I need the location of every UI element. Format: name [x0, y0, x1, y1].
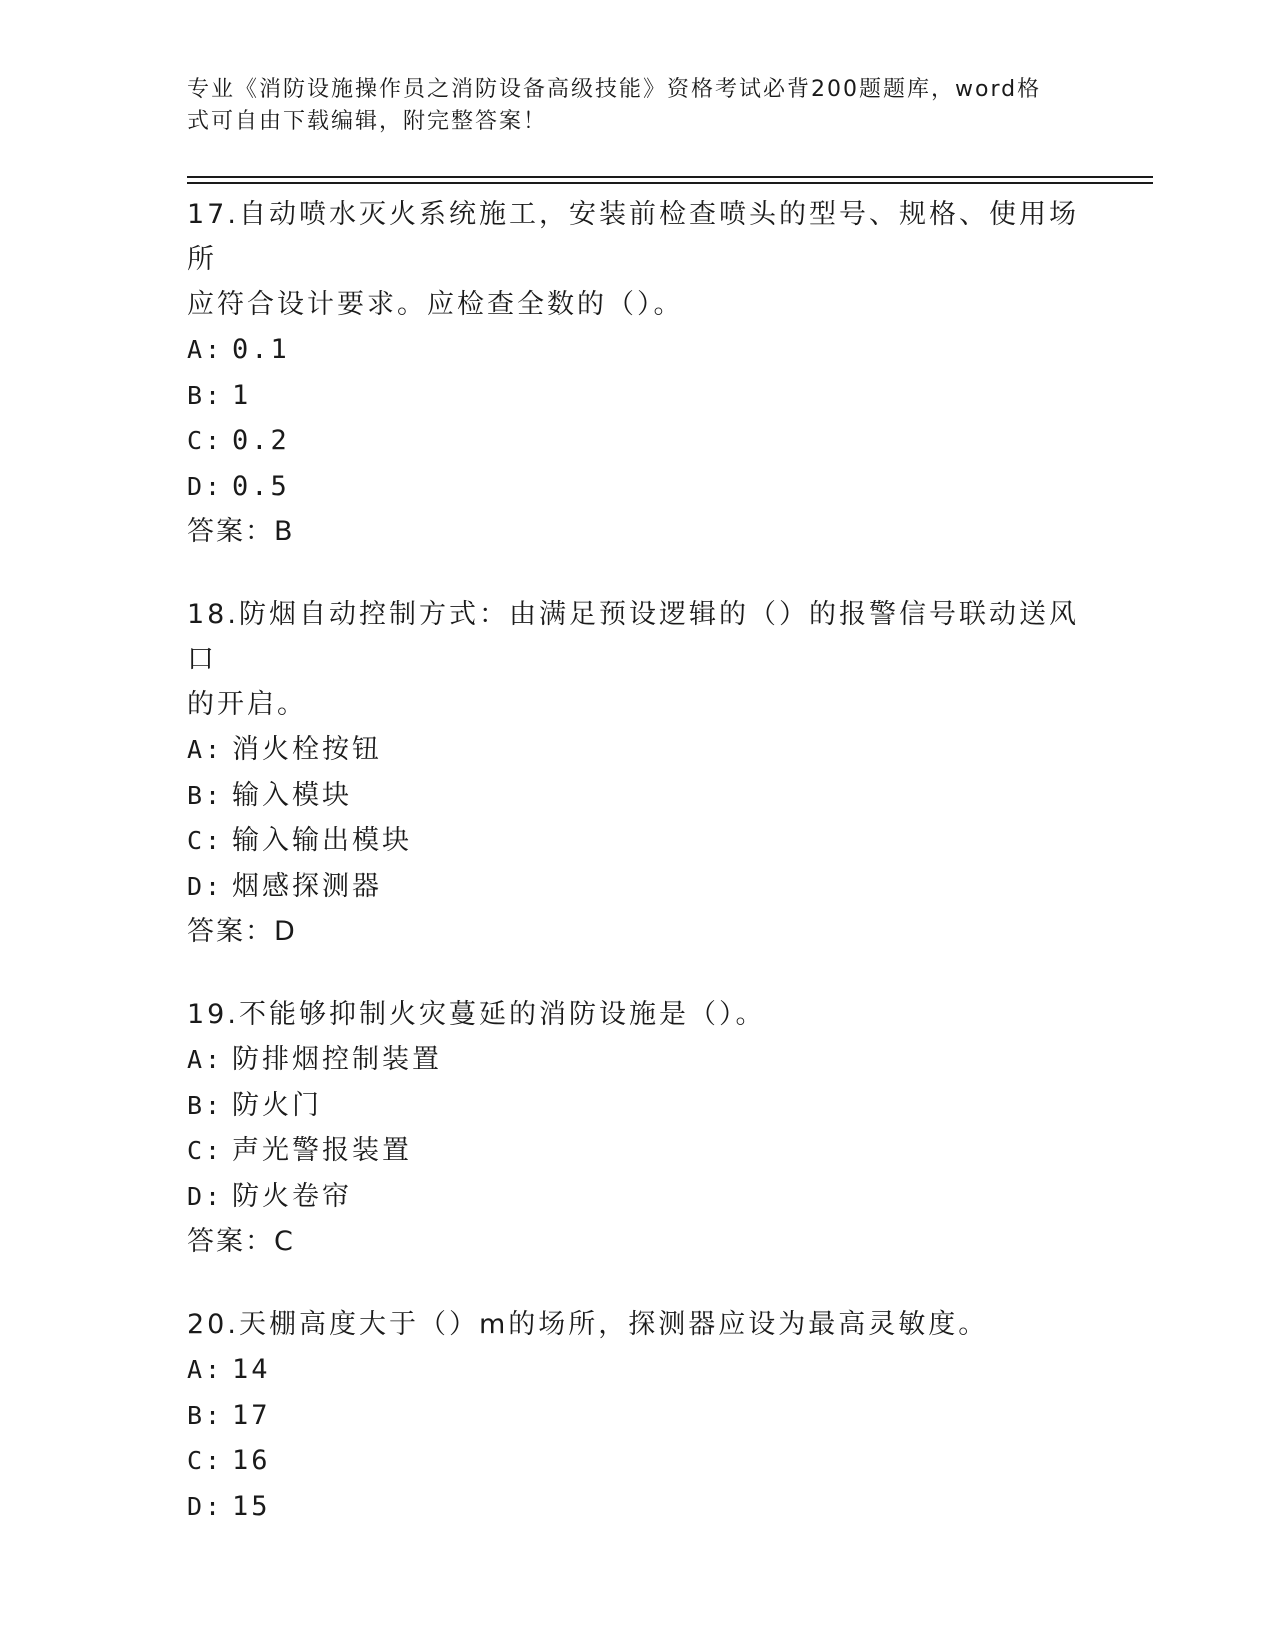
option-value: 输入模块 — [232, 779, 352, 811]
option-key: A: — [187, 1355, 224, 1384]
option-value: 消火栓按钮 — [232, 734, 382, 765]
question-17 — [187, 188, 1087, 554]
answer-text: 答案：C — [187, 1226, 295, 1257]
option-key: C: — [187, 1446, 224, 1475]
option-key: A: — [187, 335, 224, 364]
option-d — [187, 1174, 1087, 1220]
option-a — [187, 727, 1087, 773]
question-stem-line-2: 应符合设计要求。应检查全数的（）。 — [187, 289, 684, 320]
question-stem — [187, 988, 1087, 1037]
question-stem-line-1: 19.不能够抑制火灾蔓延的消防设施是（）。 — [187, 999, 766, 1030]
question-stem-line-1: 17.自动喷水灭火系统施工，安装前检查喷头的型号、规格、使用场所 — [187, 199, 1079, 275]
option-value: 0.5 — [232, 470, 290, 502]
option-key: B: — [187, 380, 224, 410]
option-a — [187, 1037, 1087, 1083]
option-d — [187, 864, 1087, 910]
header-line-1: 专业《消防设施操作员之消防设备高级技能》资格考试必背200题题库，word格 — [187, 77, 1042, 102]
option-value: 16 — [232, 1445, 271, 1476]
option-value: 输入输出模块 — [232, 825, 412, 856]
option-c — [187, 418, 1087, 464]
question-stem-line-1: 20.天棚高度大于（）m的场所，探测器应设为最高灵敏度。 — [187, 1309, 989, 1340]
answer-text: 答案：B — [187, 516, 295, 547]
option-value: 防火卷帘 — [232, 1180, 352, 1212]
question-20 — [187, 1298, 1087, 1529]
option-a — [187, 1347, 1087, 1393]
option-b — [187, 1083, 1087, 1129]
question-18 — [187, 588, 1087, 954]
option-key: C: — [187, 1136, 224, 1165]
option-key: D: — [187, 1181, 224, 1211]
option-value: 1 — [232, 379, 252, 411]
option-value: 0.1 — [232, 334, 290, 365]
option-c — [187, 818, 1087, 864]
option-value: 0.2 — [232, 425, 290, 456]
option-key: D: — [187, 471, 224, 501]
option-key: C: — [187, 426, 224, 455]
option-key: B: — [187, 780, 224, 810]
option-key: A: — [187, 735, 224, 764]
option-d — [187, 464, 1087, 510]
option-value: 防火门 — [232, 1089, 322, 1121]
header-line-2: 式可自由下载编辑，附完整答案！ — [187, 109, 548, 134]
option-c — [187, 1128, 1087, 1174]
question-stem-line-1: 18.防烟自动控制方式：由满足预设逻辑的（）的报警信号联动送风口 — [187, 599, 1079, 675]
option-key: B: — [187, 1090, 224, 1120]
document-header — [187, 74, 1067, 138]
question-list — [187, 188, 1087, 1563]
header-divider-bottom — [187, 182, 1153, 184]
option-b — [187, 1393, 1087, 1439]
option-value: 14 — [232, 1354, 271, 1385]
option-key: C: — [187, 826, 224, 855]
header-divider-top — [187, 176, 1153, 178]
question-stem — [187, 588, 1087, 727]
option-value: 防排烟控制装置 — [232, 1044, 442, 1075]
option-key: D: — [187, 1491, 224, 1521]
option-c — [187, 1438, 1087, 1484]
question-stem — [187, 1298, 1087, 1347]
question-stem — [187, 188, 1087, 327]
option-key: D: — [187, 871, 224, 901]
option-key: A: — [187, 1045, 224, 1074]
option-value: 烟感探测器 — [232, 870, 382, 902]
question-19 — [187, 988, 1087, 1264]
option-b — [187, 373, 1087, 419]
question-stem-line-2: 的开启。 — [187, 689, 307, 720]
option-key: B: — [187, 1400, 224, 1430]
option-d — [187, 1484, 1087, 1530]
option-value: 17 — [232, 1399, 271, 1431]
option-b — [187, 773, 1087, 819]
option-value: 声光警报装置 — [232, 1135, 412, 1166]
option-a — [187, 327, 1087, 373]
answer-text: 答案：D — [187, 916, 297, 947]
option-value: 15 — [232, 1490, 271, 1522]
